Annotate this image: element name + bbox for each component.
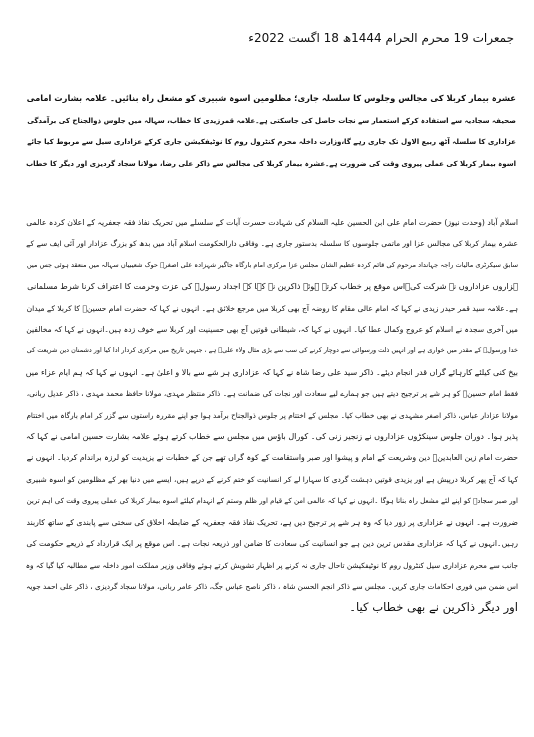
body-line: رہیں۔انہوں نے کہا کہ عزاداری مقدس ترین دین ہے جو انسانیت کی سعادت کا ضامن اور ذریعہ نجات ہے۔ اس موقع پر ایک قرارداد کے ذریعے حکومت کی (26, 539, 518, 549)
headline-line: عزاداری کا سلسلہ آٹھ ربیع الاول تک جاری رہے گا،وزارت داخلہ محرم کنٹرول روم کا نوٹیفکیشن جاری کرکے عزاداری سیل سے مربوط کیا جائے (27, 137, 516, 146)
body-line: اس ضمن میں فوری احکامات جاری کریں۔ مجلس سے ذاکر انجم الحسن شاہ ، ذاکر ناصح عباس جگ، ذاکر عامر ربانی، مولانا سجاد گردیزی ، ذاکر علی احمد جویہ (26, 581, 518, 591)
body-line: ہے۔علامہ سید قمر حیدر زیدی نے کہا کہ امام عالی مقام کا روضہ آج بھی کربلا میں مرجع خلائق ہے۔ انہوں نے کہا کہ حضرت امام حسینؑ کا کربلا کے میدان (26, 303, 518, 313)
body-line: جانب سے محرم عزاداری سیل کنٹرول روم کا نوٹیفکیشن تاحال جاری نہ کرنے پر اظہار تشویش کرتے ہوئے وفاقی وزیر مملکت امور داخلہ سے مطالبہ کیا گیا کہ وہ (25, 560, 518, 570)
body-line: مولانا عزادار عباس، ذاکر اصغر مشہدی نے بھی خطاب کیا۔ مجلس کے اختتام پر جلوس ذوالجناح برآمد ہوا جو اپنے مقررہ راستوں سے گزر کر امام بارگاہ میں اختتام (26, 410, 518, 420)
headline-line: اسوہ بیمار کربلا کی عملی پیروی وقت کی ضرورت ہے۔عشرہ بیمار کربلا کی مجالس سے ذاکر علی رضا، مولانا سجاد گردیزی اور دیگر کا خطاب (26, 158, 516, 168)
body-line: اسلام آباد (وحدت نیوز) حضرت امام علی ابن الحسین علیہ السلام کی شہادت حسرت آیات کے سلسلے میں تحریک نفاذ فقہ جعفریہ کے اعلان کردہ عالمی (26, 218, 518, 227)
dateline: جمعرات 19 محرم الحرام 1444ھ 18 اگست 2022ء (248, 31, 514, 45)
body-line: کہا کہ آج پھر کربلا درپیش ہے اور یزیدی قوتیں دہشت گردی کا سہارا لے کر انسانیت کو ختم کرنے کے درپے ہیں، ایسے میں دنیا بھر کے مظلومین کو اسوہ شبیری (26, 474, 518, 484)
body-line: فقط امام حسینؑ کو ہر شے پر ترجیح دیتے ہیں جو ہمارے لیے سعادت اور نجات کی ضمانت ہے۔ ذاکر منتظر مہدی، مولانا حافظ محمد مہدی ، ذاکر عدیل ربانی، (26, 389, 518, 399)
body-line: خدا ورسولؐ کے مقدر میں خواری ہے اور انہیں ذلت ورسوائی سے دوچار کرنے کی سب سے بڑی مثال ولاء علیؑ ہے ، جنہیں تاریخ میں مرکزی کردار ادا کیا اور دشمنان دین شریعت کی (26, 346, 518, 355)
headline (16, 88, 518, 174)
headline-line: عشرہ بیمار کربلا کی مجالس وجلوس کا سلسلہ جاری؛ مظلومین اسوہ شبیری کو مشعل راہ بنائیں۔ علامہ بشارت امامی (26, 93, 516, 103)
body-line: اور دیگر ذاکرین نے بھی خطاب کیا۔ (349, 600, 518, 615)
body-line: ہزاروں عزاداروں نے شرکت کی۔اس موقع پر خطاب کرتے ہوئے ذاکرین نے کہا کہ اجداد رسولؐ کی عزت وحرمت کا اعتراف کرنا شرط مسلمانی (27, 281, 518, 292)
article-body (16, 212, 518, 619)
body-line: پذیر ہوا۔ دوران جلوس سینکڑوں عزاداروں نے زنجیر زنی کی۔ کورال باؤس میں مجلس سے خطاب کرتے ہوئے علامہ بشارت حسین امامی نے کہا کہ (26, 432, 518, 442)
body-line: سابق سیکرٹری مالیات راجہ جہانداد مرحوم کی قائم کردہ عظیم الشان مجلس عزا مرکزی امام بارگاہ جاگیر شہزادہ علی اصغرؑ حوک شعیبیاں سہالہ میں منعقد ہوئی جس میں (26, 260, 518, 269)
body-line: بیخ کنی کیلئے کارہائے گراں قدر انجام دیئے۔ ذاکر سید علی رضا شاہ نے کہا کہ عزاداری ہر شے سے بالا و اعلیٰ ہے۔ انہوں نے کہا کہ ہم ایام عزاء میں (25, 367, 518, 377)
body-line: حضرت امام زین العابدینؑ دین وشریعت کے امام و پیشوا اور صبر واستقامت کے کوہ گراں تھے جن کے خطبات نے یزیدیت کو لرزہ براندام کردیا۔ انہوں نے (26, 453, 518, 463)
body-line: ضرورت ہے۔ انہوں نے عزاداری پر زور دیا کہ وہ ہر شے پر ترجیح دیں ہے، تحریک نفاذ فقہ جعفریہ کے ضابطہ اخلاق کی سختی سے پابندی کے ساتھ کاربند (26, 517, 518, 527)
body-line: عشرہ بیمار کربلا کی مجالس عزا اور ماتمی جلوسوں کا سلسلہ بدستور جاری ہے۔ وفاقی دارالحکومت اسلام آباد میں بدھ کو بزرگ عزادار اور آئی ایف سے کے (26, 239, 518, 249)
body-line: میں آخری سجدہ نے اسلام کو عروج وکمال عطا کیا۔ انہوں نے کہا کہ، شیطانی قوتیں آج بھی حسینیت اور کربلا سے خوف زدہ ہیں۔انہوں نے کہا کہ مخالفین (26, 325, 518, 335)
body-line: اور صبر سجادؑ کو اپنے لئے مشعل راہ بنانا ہوگا ۔انہوں نے کہا کہ عالمی امن کے قیام اور ظلم وستم کے انہدام کیلئے اسوہ بیمار کربلا کی عملی پیروی وقت کی اہم ترین (26, 496, 518, 506)
headline-line: صحیفہ سجادیہ سے استفادہ کرکے استعمار سے نجات حاصل کی جاسکتی ہے۔علامہ قمرزیدی کا خطاب، سہالہ میں جلوس ذوالجناح کی برآمدگی (27, 115, 516, 125)
